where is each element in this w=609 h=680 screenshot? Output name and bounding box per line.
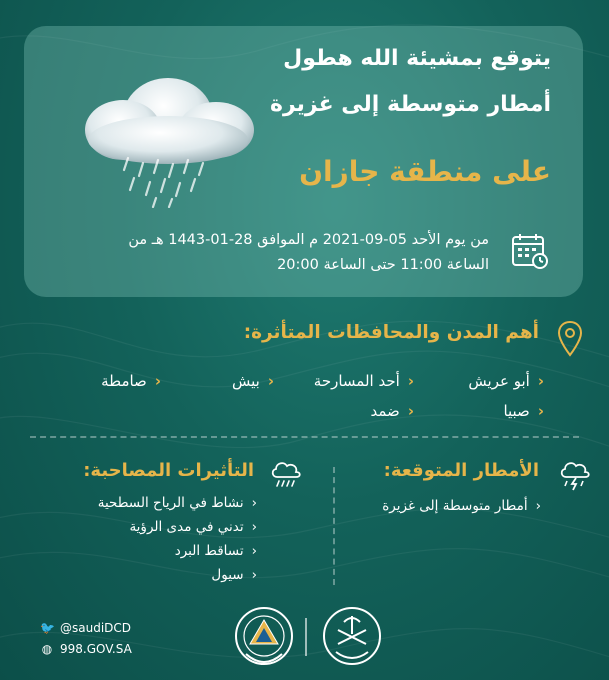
city-item: ‹أحد المسارحة [313,372,414,390]
region-title: على منطقة جازان [299,155,551,188]
city-item: ‹ضمد [370,402,414,420]
rain-item: ‹أمطار متوسطة إلى غزيرة [382,498,541,514]
date-line-1: من يوم الأحد 05-09-2021 م الموافق 28-01-1443 هـ من [128,232,489,248]
interior-ministry-emblem [320,604,384,672]
location-pin-icon [557,320,583,358]
twitter-handle[interactable]: 🐦 @saudiDCD [40,621,132,635]
city-item: ‹صبيا [503,402,544,420]
twitter-icon: 🐦 [40,621,55,635]
chevron-left-icon: ‹ [251,567,257,583]
headline-line-2: أمطار متوسطة إلى غزيرة [269,92,551,117]
column-divider [333,467,335,585]
date-line-2: الساعة 11:00 حتى الساعة 20:00 [277,257,489,273]
civil-defense-emblem [232,604,296,672]
city-item: ‹أبو عريش [468,372,544,390]
chevron-left-icon: ‹ [267,372,274,390]
globe-icon: ◍ [41,642,53,656]
city-item: ‹بيش [231,372,274,390]
chevron-left-icon: ‹ [407,372,414,390]
city-item: ‹صامطة [101,372,161,390]
section-divider [30,436,579,438]
chevron-left-icon: ‹ [251,495,257,511]
rain-cloud-outline-icon [268,455,304,491]
thunderstorm-icon [557,455,593,491]
slogan-logo [488,618,578,662]
expected-rain-title: الأمطار المتوقعة: [383,460,539,481]
headline-line-1: يتوقع بمشيئة الله هطول [283,46,551,71]
effect-item: ‹تساقط البرد [174,543,257,559]
rain-cloud-icon [68,58,268,208]
chevron-left-icon: ‹ [251,543,257,559]
effect-item: ‹سيول [211,567,257,583]
website-link[interactable]: ◍ 998.GOV.SA [41,642,132,656]
effect-item: ‹نشاط في الرياح السطحية [97,495,257,511]
calendar-icon [510,231,550,271]
chevron-left-icon: ‹ [407,402,414,420]
affected-cities-title: أهم المدن والمحافظات المتأثرة: [243,322,539,343]
chevron-left-icon: ‹ [535,498,541,514]
associated-effects-title: التأثيرات المصاحبة: [83,460,254,481]
effect-item: ‹تدني في مدى الرؤية [129,519,257,535]
chevron-left-icon: ‹ [537,372,544,390]
chevron-left-icon: ‹ [537,402,544,420]
forecast-period [69,228,489,278]
logo-separator [305,618,307,656]
chevron-left-icon: ‹ [154,372,161,390]
chevron-left-icon: ‹ [251,519,257,535]
